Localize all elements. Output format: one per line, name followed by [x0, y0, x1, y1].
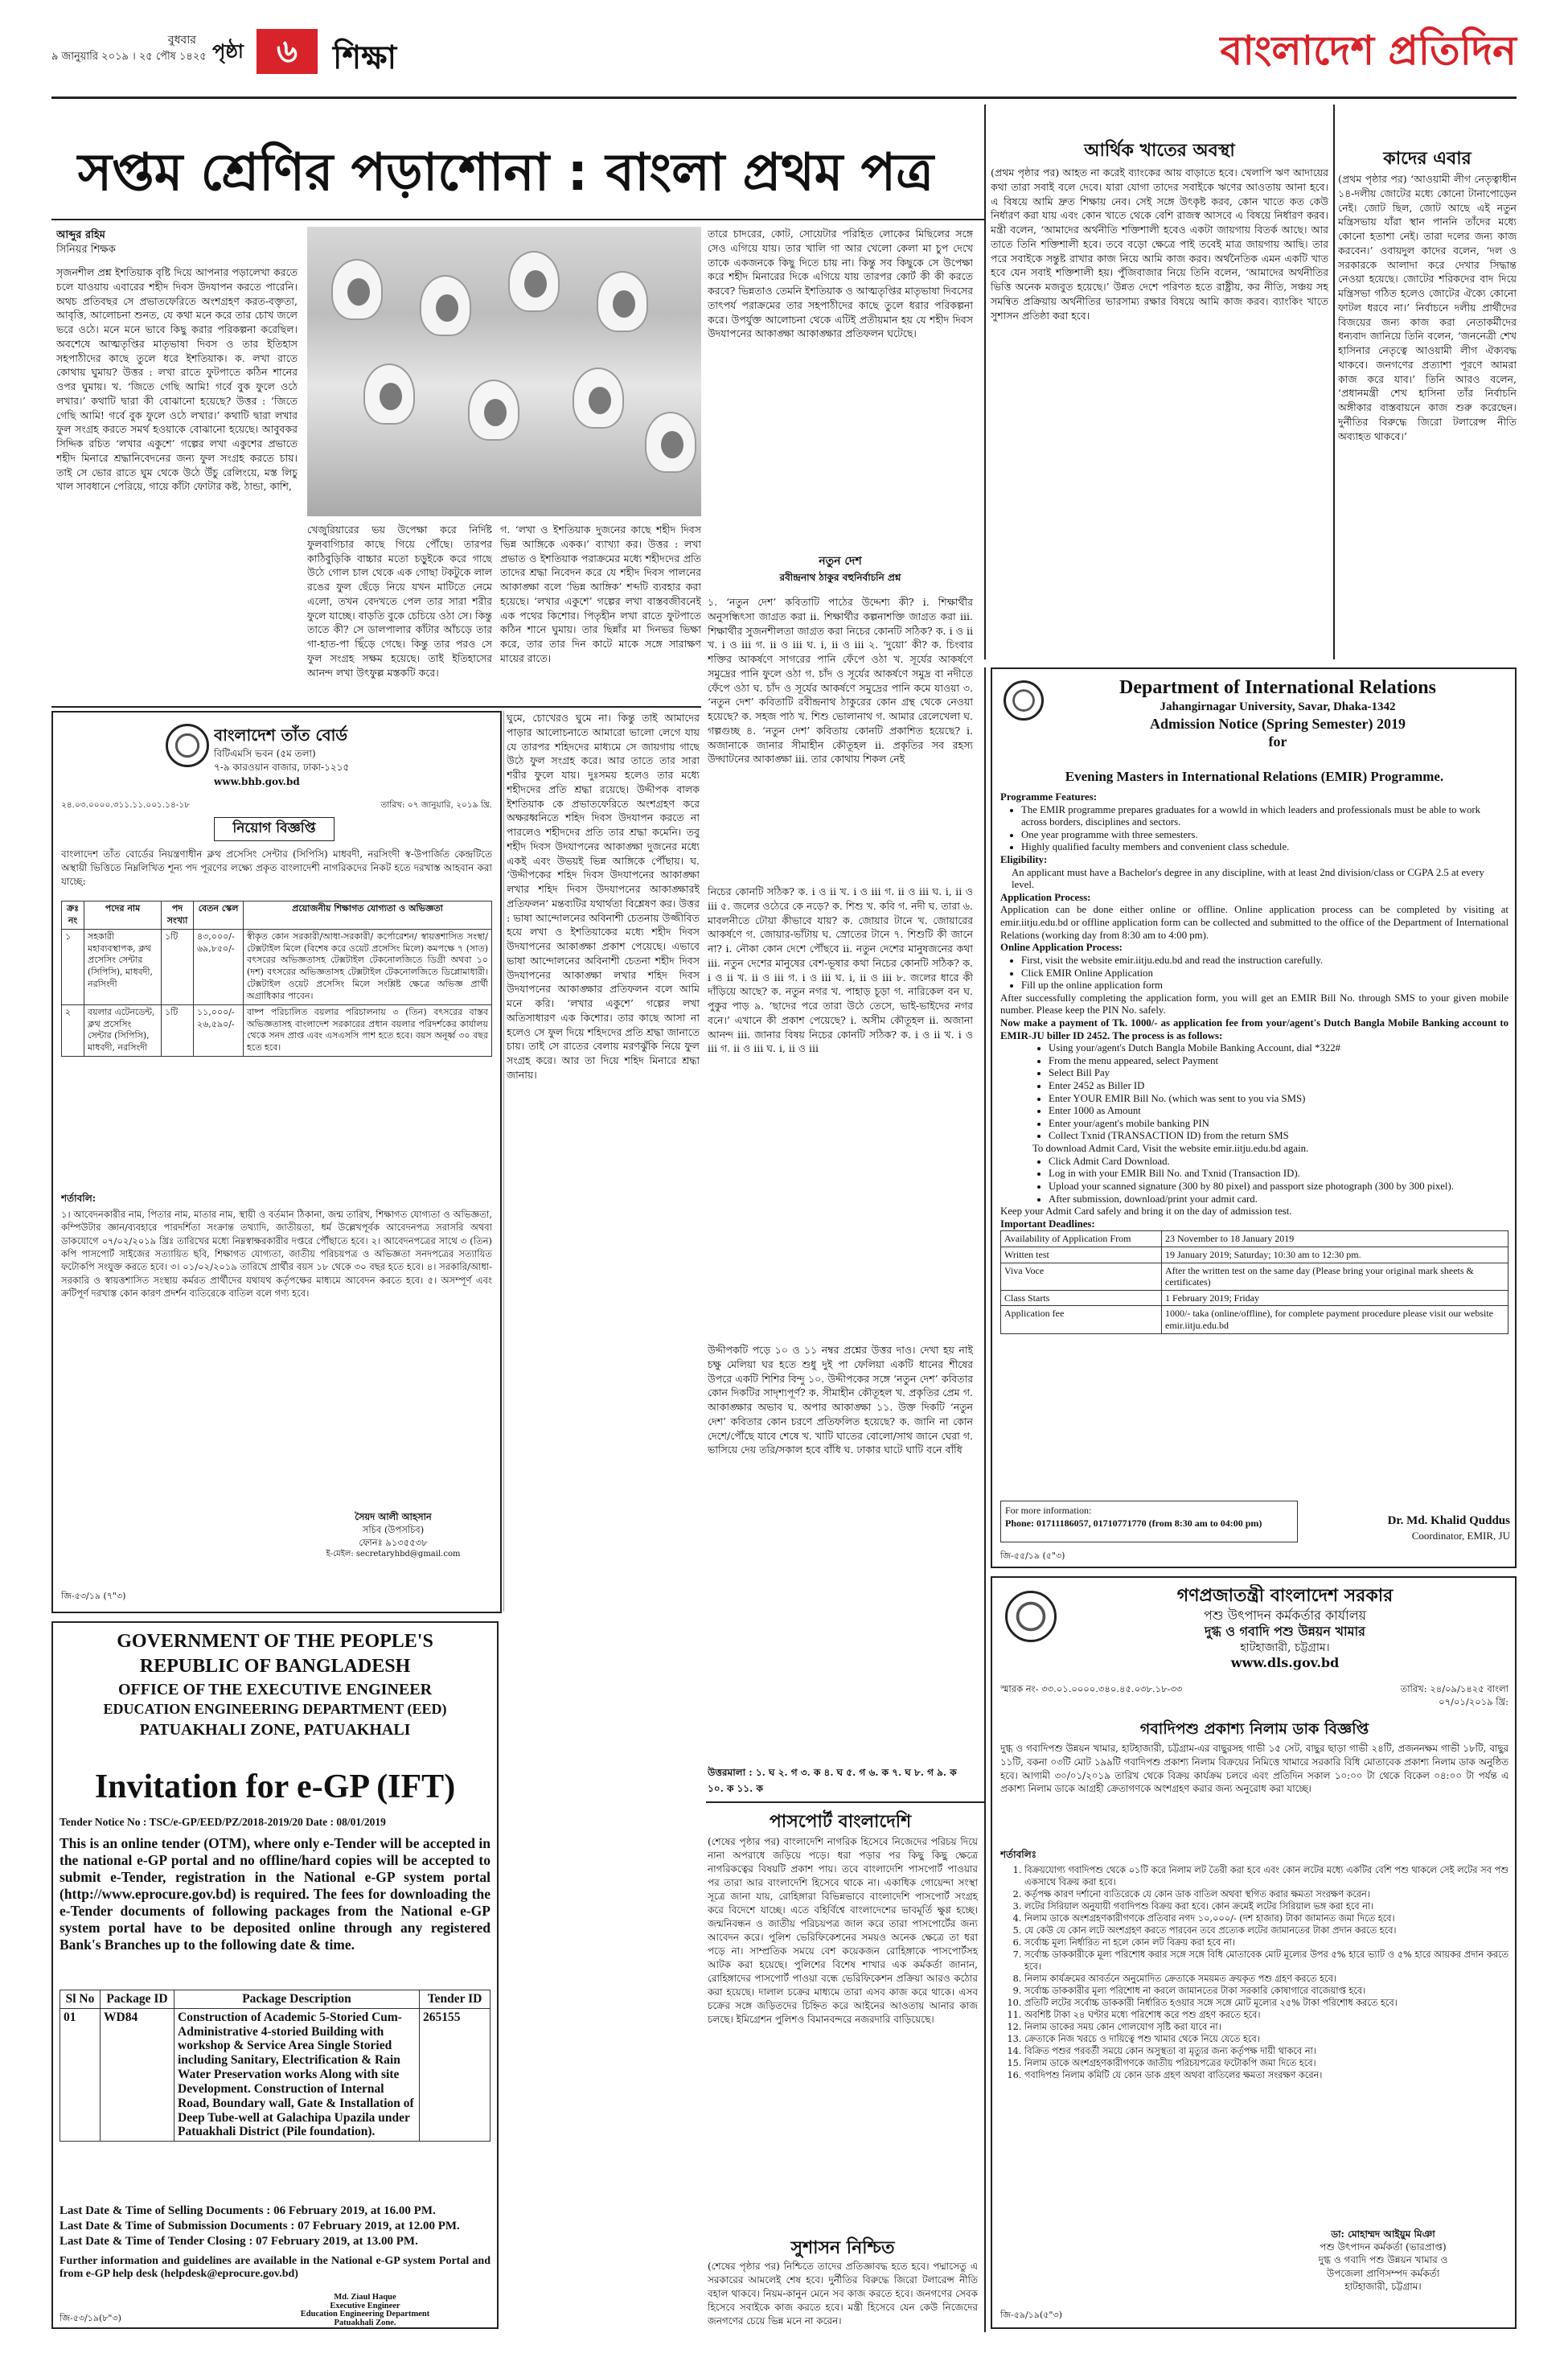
weekday: বুধবার: [167, 34, 196, 47]
list-item: 10. প্রতিটি লটের সর্বোচ্চ ডাককারী নির্ধারিত হওয়ার সঙ্গে সঙ্গে মোট মূল্যের ২৫% টাকা পরিশোধ করতে হবে।: [1024, 1997, 1508, 2009]
ju-programme: Evening Masters in International Relations (EMIR) Programme.: [1065, 769, 1444, 784]
byline: [56, 228, 209, 261]
table-cell: ১টি: [162, 1004, 194, 1056]
govt-logo: [1005, 1591, 1057, 1642]
dairy-line1: গণপ্রজাতন্ত্রী বাংলাদেশ সরকার: [1176, 1585, 1394, 1606]
ju-signer: Dr. Md. Khalid Quddus: [1387, 1514, 1510, 1527]
payment-steps: [1049, 1042, 1508, 1143]
online-title: Online Application Process:: [1000, 942, 1123, 954]
table-row: [1001, 1290, 1508, 1306]
taat-terms: ১। আবেদনকারীর নাম, পিতার নাম, মাতার নাম, স্থায়ী ও বর্তমান ঠিকানা, জন্ম তারিখ, শিক্ষাগত যোগ্যতা ও অভিজ্ঞতা, কম্পিউটার জ্ঞান/ব্যবহারে পারদর্শিতা সংক্রান্ত তথ্যাদি, জাতীয়তা, ধর্ম উল্লেখপূর্বক আবেদনপত্র সরাসরি অথবা ডাকযোগে ০৭/০২/২০১৯ খ্রিঃ তারিখের মধ্যে নিম্নস্বাক্ষরকারীর দপ্তরে পৌঁছাতে হবে। ২। আবেদনপত্রের সাথে ৩ (তিন) কপি পাসপোর্ট সাইজের সত্যায়িত ছবি, শিক্ষাগত যোগ্যতা, জাতীয় পরিচয়পত্র ও অভিজ্ঞতা সনদপত্রের সত্যায়িত ফটোকপি সংযুক্ত করতে হবে। ৩। ০১/০২/২০১৯ তারিখে প্রার্থীর বয়স ১৮ থেকে ৩০ বছর হতে হবে। ৪। সরকারি/আধা-সরকারি ও স্বায়ত্তশাসিত সংস্থায় কর্মরত প্রার্থীদের যথাযথ কর্তৃপক্ষের মাধ্যমে আবেদন করতে হবে। ৫। অসম্পূর্ণ এবং ক্রটিপূর্ণ দরখাস্ত কোন কারণ প্রদর্শন ব্যতিরেকে বাতিল বলে গণ্য হবে।: [61, 1209, 492, 1299]
list-item: • Enter your/agent's mobile banking PIN: [1049, 1118, 1508, 1131]
economy-body: (প্রথম পৃষ্ঠার পর) আহত না করেই ব্যাংকের আয় বাড়াতে হবে। খেলাপি ঋণ আদায়ের কথা তারা সবাই বলে দেবে। যারা যোগা তাদের সবাইকে ঋণের আওতায় আনা হবে। এ বিষয়ে আমি দ্রুত শিক্ষায় নেব। সেই সঙ্গে উৎকৃষ্ট করব, কোন খাতে কত কেউ নির্ধারণ করা যায় এবং কোন খাতে থেকে বেশি রাজস্ব আসবে এ বিষয়ে নির্ধারণ করব। মন্ত্রী বলেন, ‘আমাদের অর্থনীতি শক্তিশালী হবেও একটা জায়গায় বিতর্ক আছে। আর তাতে তিনি শক্তিশালী হবে। তবে বড়ো ক্ষেত্রে পাই তবেই মাত্র জায়গায় আছি। তার পরে সবাইকে সন্তুষ্ট রাখার কাজ নিয়ে আমি কাজ করব। অর্থনৈতিক এমন একটি খাত হবে যেন সবাই শক্তিশালী হয়। পুঁজিবাজার নিয়ে তিনি বলেন, ‘আমাদের অর্থনীতির ভিত্তি অনেক মজবুত হয়েছে।’ উন্নত দেশে পরিণত হতে রাষ্ট্রীয়, কর নীতি, সঞ্চয় সহ সমন্বিত প্রক্রিয়ায় অর্থনীতির ভারসাম্য রক্ষার বিষয়ে আমি কাজ করব। ব্যাংকিং খাতে সুশাসন প্রতিষ্ঠা করা হবে।: [991, 166, 1328, 322]
dairy-role4: হাটহাজারী, চট্টগ্রাম।: [1344, 2280, 1422, 2292]
taat-signer: সৈয়দ আলী আহসান: [355, 1511, 432, 1522]
taat-ref-line: [61, 799, 492, 815]
ju-header: [1049, 676, 1507, 772]
header-rule: [51, 97, 1517, 99]
table-header: বেতন স্কেল: [194, 902, 244, 930]
eed-line2: REPUBLIC OF BANGLADESH: [139, 1656, 411, 1678]
list-item: • Enter 1000 as Amount: [1049, 1105, 1508, 1118]
poem-heading-block: [708, 552, 973, 600]
list-item: 4. নিলাম ডাকে অংশগ্রহণকারীগণকে প্রতিবার নগদ ১০,০০০/- (দশ হাজার) টাকা জামানত জমা দিতে হবে।: [1024, 1912, 1508, 1924]
poem-subheading: রবীন্দ্রনাথ ঠাকুর বহুনির্বাচনি প্রশ্ন: [779, 572, 901, 583]
eed-title: Invitation for e-GP (IFT): [94, 1768, 456, 1805]
table-header: পদ সংখ্যা: [162, 902, 194, 930]
eligibility-title: Eligibility:: [1000, 854, 1048, 866]
table-cell: ২: [62, 1004, 84, 1056]
page-box: [212, 29, 413, 74]
list-item: • From the menu appeared, select Payment: [1049, 1055, 1508, 1068]
ju-univ: Jahangirnagar University, Savar, Dhaka-1342: [1160, 700, 1396, 713]
section-title: শিক্ষা: [333, 39, 397, 76]
eed-line1: GOVERNMENT OF THE PEOPLE'S: [117, 1631, 433, 1652]
poem-heading: নতুন দেশ: [819, 555, 862, 568]
table-row: [1001, 1247, 1508, 1263]
table-cell: WD84: [101, 2008, 174, 2141]
eed-signer: Md. Ziaul Haque: [334, 2294, 396, 2302]
list-item: • Enter 2452 as Biller ID: [1049, 1080, 1508, 1093]
classroom-photo: [307, 227, 701, 516]
taat-title: নিয়োগ বিজ্ঞপ্তি: [214, 817, 335, 841]
eed-line3: OFFICE OF THE EXECUTIVE ENGINEER: [117, 1681, 433, 1699]
table-cell: Availability of Application From: [1001, 1231, 1162, 1247]
table-cell: Construction of Academic 5-Storied Cum-Administrative 4-storied Building with workshop & Service Area Single Storied including Sanitary, Electrification & Rain Water Preservation works Along with site Development. Construction of Internal Road, Boundary wall, Gate & Installation of Deep Tube-well at Galachipa Upazila under Patuakhali District (Pile foundation).: [174, 2008, 420, 2141]
section-rule: [706, 1801, 984, 1803]
header-date: [51, 32, 207, 65]
eed-tender-ad: [51, 1621, 499, 2329]
ju-logo: [1004, 680, 1044, 721]
taat-terms-title: শর্তাবলি:: [61, 1193, 96, 1204]
table-row: [1001, 1306, 1508, 1333]
taat-board-ad: [51, 711, 502, 1613]
date-line: ৯ জানুয়ারি ২০১৯ । ২৫ পৌষ ১৪২৫: [51, 51, 207, 63]
table-cell: Viva Voce: [1001, 1263, 1162, 1290]
list-item: 2. কর্তৃপক্ষ কারণ দর্শানো ব্যতিরেকে যে কোন ডাক বাতিল অথবা স্থগিত করার ক্ষমতা সংরক্ষণ করেন।: [1024, 1888, 1508, 1900]
lesson-column-5: ঘুমে, চোখেরও ঘুমে না। কিন্তু তাই আমাদের পাড়ার আলোচনাতে আমারো ভালো লেগে যায় যে তারপর শহিদদের মাধ্যমে সে জায়গায় গাছে উঠে ফুল সংগ্রহ করে। আর তাতে তার সারা শরীর ফুলে যায়। দুঃসময় হলেও তার মধ্যে শহীদদের প্রতি শ্রদ্ধা রয়েছে। উদ্দীপক বালক ইশতিয়াক কে প্রভাতফেরিতে অংশগ্রহণ করে অক্ষরধ্বনিতে শহিদ দিবস উদযাপন করতে না পারলেও শহীদদের প্রতি তার শ্রদ্ধা কমেনি। তবু শহীদ দিবস উদযাপনের আকাঙ্ক্ষা দুজনের মধ্যে একই এবং উভয়ই ভিন্ন আঙ্গিকে পৌঁছায়। ঘ. ‘উদ্দীপকের শহিদ দিবস উদযাপনের আকাঙ্ক্ষা লখার শহিদ দিবস উদযাপনের আকাঙ্ক্ষারই প্রতিফলন’ মন্তব্যটির যথার্থতা বিশ্লেষণ কর। উত্তর : ভাষা আন্দোলনের অবিনাশী চেতনায় উজ্জীবিত হয়ে লখা ও ইশতিয়াকের মধ্যে শহীদ দিবস উদযাপনের আকাঙ্ক্ষা প্রকাশ পেয়েছে। এভাবে ভাষা আন্দোলনের অবিনাশী চেতনা শহীদ দিবস উদযাপনের আকাঙ্ক্ষা লখার শহিদ দিবস উদযাপনের আকাঙ্ক্ষার প্রতিফলন বলে আমি মনে করি। ‘লখার একুশে’ গল্পের লখা অতিসাধারণ এক কিশোর। তার কাছে আসা না হলেও সে ফুল দিয়ে শহিদদের প্রতি শ্রদ্ধা জানাতে চায়। তাই সে রাতের বেলায় মরণঝুঁকি নিয়ে ফুল সংগ্রহ করে। আর তা দিয়ে শহিদ মিনারে শ্রদ্ধা জানায়।: [507, 712, 700, 1081]
lesson-column-4: তারে চাদরের, কোট, সোয়েটার পরিহিত লোকের মিছিলের সঙ্গে সেও এগিয়ে যায়। তার খালি গা আর খেলো কেলা মা চুপ দেখে তাকে একজনকে কিছু দিতে চায় না। কিন্তু সব কিছুকে সে উপেক্ষা করে শহীদ মিনারের দিকে এগিয়ে যায় তারপর কোর্ট কী কী করতে করবে? ভিন্নতাও তেমনি ইশতিয়াক ও আত্মতৃপ্তির মাতৃভাষা দিবসের তাৎপর্য পরাক্রমের তার সহপাঠীদের কাছে তুলে ধরার পরিকল্পনা করে। উপর্যুক্ত আলোচনা থেকে এটিই প্রতীয়মান হয় যে শহীদ দিবস উদযাপনের আকাঙ্ক্ষা আকাঙ্ক্ষার প্রতিফলন ঘটেছে।: [708, 228, 973, 340]
application-text: Application can be done either online or offline. Online application process can be completed by visiting at emir.iitju.edu.bd or offline application form can be collected and submitted to the office of the Department of International Relations (working day from 8:30 am to 4:00 pm).: [1000, 904, 1508, 941]
list-item: • After submission, download/print your admit card.: [1049, 1193, 1508, 1206]
student-figure: [363, 363, 415, 425]
passport-title: পাসপোর্ট বাংলাদেশি: [769, 1812, 912, 1832]
page-header: [51, 21, 1517, 93]
eed-code: জি-৫৩/১৯(৮"৩): [60, 2313, 121, 2323]
list-item: 11. অবশিষ্ট টাকা ২৪ ঘণ্টার মধ্যে পরিশোধ করে পশু গ্রহণ করতে হবে।: [1024, 2009, 1508, 2021]
author-role: সিনিয়র শিক্ষক: [56, 244, 116, 257]
taat-org: বাংলাদেশ তাঁত বোর্ড: [214, 725, 348, 745]
eed-date-selling: Last Date & Time of Selling Documents : 06 February 2019, at 16.00 PM.: [60, 2204, 436, 2217]
table-header-row: [60, 1990, 491, 2009]
passport-title-box: [708, 1808, 973, 1832]
student-figure: [468, 380, 519, 441]
mcq-block-2: নিচের কোনটি সঠিক? ক. i ও ii খ. i ও iii গ. ii ও iii ঘ. i, ii ও iii ৫. জলের ওঠেরে কে নড়ে? ক. শিশু খ. কবি গ. নদী ঘ. তারা ৬. মাবলনীতে ঢৌয়া কীভাবে যায়? ক. জোয়ার টানে খ. জোয়ারের আকর্ষণে গ. জোয়ার-ভাঁটায় ঘ. স্রোতের টানে ৭. শিশুটি কী জানে না? i. নৌকা কোন দেশে পৌঁছবে ii. নতুন দেশের মানুষজনের কথা iii. নতুন দেশের মানুষের বেশ-ভূষার কথা নিচের কোনটি সঠিক? ক. i ও ii খ. ii ও iii গ. i ও iii ঘ. i, ii ও iii ৮. জলের ধারে কী দাঁড়িয়ে আছে? ক. নতুন নগর খ. পাহাড় চূড়া গ. নারিকেল বন ঘ. পুকুর পাড় ৯. ‘ছাদের পরে তারা উঠে তেসে, ভাই-ভাইদের নগর বনে।’ এখানে কী প্রকাশ পেয়েছে? i. অসীম কৌতূহল ii. অজানা আনন্দ iii. জানার বিষয় নিচের কোনটি সঠিক? ক. i ও ii খ. i ও iii গ. ii ও iii ঘ. i, ii ও iii: [708, 885, 973, 1055]
eed-notice: Tender Notice No : TSC/e-GP/EED/PZ/2018-2019/20 Date : 08/01/2019: [60, 1816, 386, 1828]
eed-date-submission: Last Date & Time of Submission Documents : 07 February 2019, at 12.00 PM.: [60, 2219, 460, 2232]
student-figure: [573, 368, 624, 429]
dairy-role3: উপজেলা প্রাণিসম্পদ কর্মকর্তা: [1326, 2267, 1440, 2279]
taat-signer-mail: ই-মেইল: secretaryhbd@gmail.com: [326, 1550, 461, 1559]
dairy-title: গবাদিপশু প্রকাশ্য নিলাম ডাক বিজ্ঞপ্তি: [1139, 1720, 1369, 1738]
after-text: After successfully completing the application form, you will get an EMIR Bill No. through SMS to your given mobile number. Please keep the PIN No. safely.: [1000, 992, 1508, 1017]
economy-title-box: [991, 137, 1328, 162]
table-row: [1001, 1231, 1508, 1247]
ju-body: [1000, 791, 1508, 1370]
student-figure: [597, 271, 648, 332]
eed-line5: PATUAKHALI ZONE, PATUAKHALI: [139, 1720, 411, 1739]
student-figure: [508, 251, 560, 312]
table-row: [1001, 1263, 1508, 1290]
table-row: [62, 929, 492, 1004]
kader-title-box: [1338, 145, 1517, 170]
eed-table: [60, 1990, 491, 2142]
table-cell: 1000/- taka (online/offline), for complete payment procedure please visit our website emir.iitju.edu.bd: [1162, 1306, 1508, 1333]
list-item: • Log in with your EMIR Bill No. and Txnid (Transaction ID).: [1049, 1168, 1508, 1181]
eed-role1: Executive Engineer: [330, 2301, 400, 2310]
kader-body: (প্রথম পৃষ্ঠার পর) ‘আওয়ামী লীগ নেতৃত্বাধীন ১৪-দলীয় জোটের মধ্যে কোনো টানাপোড়েন নেই। জোট ছিল, জোট আছে এই নতুন মন্ত্রিসভায় যাঁরা স্থান পাননি তাঁদের মধ্যে কোনো হতাশা নেই। তারা দলের জন্য কাজ করবেন।’ ওবায়দুল কাদের বলেন, ‘দল ও সরকারকে আলাদা করে দেখার সিদ্ধান্ত নেওয়া হয়েছে। জোটের শরিকদের বাদ দিয়ে মন্ত্রিসভা গঠিত হলেও জোটের ঐক্যে কোনো ফাটল ধরবে না।’ নির্বাচনে দলীয় প্রার্থীদের বিজয়ের জন্য কাজ করা নেতাকর্মীদের ধন্যবাদ জানিয়ে তিনি বলেন, ‘জননেত্রী শেখ হাসিনার নেতৃত্বে আওয়ামী লীগ ঐক্যবদ্ধ থাকবে। জনগণের প্রত্যাশা পূরণে আমরা কাজ করে যাব।’ তিনি আরও বলেন, ‘প্রধানমন্ত্রী শেখ হাসিনা তাঁর নির্বাচনি অঙ্গীকার বাস্তবায়নে কাজ শুরু করেছেন। দুর্নীতির বিরুদ্ধে জিরো টলারেন্স নীতি অব্যাহত থাকবে।’: [1338, 173, 1517, 442]
dairy-ref-line: [1000, 1682, 1508, 1715]
dairy-line2: পশু উৎপাদন কর্মকর্তার কার্যালয়: [1203, 1607, 1367, 1623]
taat-signature: [294, 1510, 492, 1583]
list-item: • Enter YOUR EMIR Bill No. (which was sent to you via SMS): [1049, 1093, 1508, 1106]
table-cell: 265155: [420, 2008, 491, 2141]
dairy-date-en: ০৭/০১/২০১৯ খ্রি:: [1439, 1696, 1508, 1708]
list-item: 1. বিক্রয়যোগ্য গবাদিপশু থেকে ০১টি করে নিলাম লট তৈরী করা হবে এবং কোন লটের মধ্যে একটির বেশি পশু থাকলে সেই লটের সব পশু একসাথে বিক্রয় করা হবে।: [1024, 1864, 1508, 1888]
page-number: ৬: [257, 29, 318, 74]
table-header: ক্রঃ নং: [62, 902, 84, 930]
table-header: পদের নাম: [84, 902, 162, 930]
table-row: [60, 2008, 491, 2141]
ju-contact-box: [1000, 1501, 1298, 1542]
lesson-bottom-rule: [51, 706, 701, 708]
ju-dept: Department of International Relations: [1119, 677, 1436, 698]
taat-signer-role: সচিব (উপসচিব): [362, 1524, 425, 1536]
masthead-logo: বাংলাদেশ প্রতিদিন: [1220, 27, 1517, 74]
table-cell: Application fee: [1001, 1306, 1162, 1333]
susashon-title-box: [708, 2234, 978, 2258]
taat-address2: ৭-৯ কারওয়ান বাজার, ঢাকা-১২১৫: [214, 762, 350, 774]
table-cell: Written test: [1001, 1247, 1162, 1263]
table-cell: বয়লার এটেনডেন্ট, ক্লথ প্রসেসিং সেন্টার (সিপিসি), মাধবদী, নরসিংদী: [84, 1004, 162, 1056]
eed-line4: EDUCATION ENGINEERING DEPARTMENT (EED): [103, 1701, 447, 1718]
list-item: • Fill up the online application form: [1021, 980, 1508, 992]
list-item: • Using your/agent's Dutch Bangla Mobile Banking Account, dial *322#: [1049, 1042, 1508, 1055]
lesson-rule: [51, 219, 984, 220]
taat-ref-date: তারিখ: ০৭ জানুয়ারি, ২০১৯ খ্রি.: [380, 800, 492, 810]
list-item: • Upload your scanned signature (300 by 80 pixel) and passport size photograph (300 by 300 pixel).: [1049, 1181, 1508, 1193]
list-item: 16. গবাদিপশু নিলাম কমিটি যে কোন ডাক গ্রহণ অথবা বাতিলের ক্ষমতা সংরক্ষণ করেন।: [1024, 2069, 1508, 2081]
lesson-title-area: [51, 129, 960, 217]
dairy-signature: [1258, 2228, 1508, 2308]
ju-emir-ad: [991, 667, 1517, 1568]
list-item: • One year programme with three semesters.: [1021, 829, 1508, 842]
table-cell: 23 November to 18 January 2019: [1162, 1231, 1508, 1247]
ju-for: for: [1268, 733, 1287, 750]
online-steps: [1021, 955, 1508, 992]
taat-table-wrap: [61, 901, 492, 1187]
table-cell: Class Starts: [1001, 1290, 1162, 1306]
dairy-dates: [1401, 1682, 1508, 1708]
taat-header: [214, 724, 487, 796]
taat-board-logo: [166, 724, 209, 767]
passport-body: (শেষের পৃষ্ঠার পর) বাংলাদেশি নাগরিক হিসেবে নিজেদের পরিচয় দিয়ে নানা অপরাধে জড়িয়ে পড়ে। ধরা পড়ার পর কিছু কিছু ক্ষেত্রে নাগরিকত্বের বিষয়টি প্রকাশ পায়। তবে বাংলাদেশি পাসপোর্ট পাওয়ার পর তারা আর বাংলাদেশি হিসেবে থাকে না। একাধিক গোয়েন্দা সংস্থা সূত্রে জানা যায়, রোহিঙ্গারা বিভিন্নভাবে বাংলাদেশি পাসপোর্ট সংগ্রহ করে বিদেশে যাচ্ছে। এতে বহির্বিশ্বে বাংলাদেশের ভাবমূর্তি ক্ষুণ্ণ হচ্ছে। জন্মনিবন্ধন ও জাতীয় পরিচয়পত্র জাল করে তারা পাসপোর্টের জন্য আবেদন করে। পুলিশ ভেরিফিকেশনের সময়ও অনেক ক্ষেত্রে তা ধরা পড়ে না। সাম্প্রতিক সময়ে বেশ কয়েকজন রোহিঙ্গাকে পাসপোর্টসহ আটক করা হয়েছে। পুলিশের বিশেষ শাখার এক কর্মকর্তা জানান, রোহিঙ্গাদের পাসপোর্ট পাওয়া বন্ধে ভেরিফিকেশন প্রক্রিয়া আরও কঠোর করা হয়েছে। দালাল চক্রের মাধ্যমে তারা এসব কাজ করে থাকে। এসব চক্রের সঙ্গে জড়িতদের চিহ্নিত করে আইনের আওতায় আনার কাজ চলছে। ইমিগ্রেশন পুলিশও বিমানবন্দরে নজরদারি বাড়িয়েছে।: [708, 1836, 978, 2026]
table-cell: ১১,০০০/- ২৬,৫৯০/-: [194, 1004, 244, 1056]
list-item: • Collect Txnid (TRANSACTION ID) from the return SMS: [1049, 1130, 1508, 1143]
dairy-role2: দুগ্ধ ও গবাদি পশু উন্নয়ন খামার ও: [1318, 2254, 1448, 2266]
dairy-date-bn: তারিখ: ২৪/০৯/১৪২৫ বাংলা: [1400, 1683, 1508, 1694]
eed-further: Further information and guidelines are available in the National e-GP system Portal and from e-GP help desk (helpdesk@eprocure.gov.bd): [60, 2255, 491, 2281]
list-item: 13. ক্রেতাকে নিজ খরচে ও দায়িত্বে পশু খামার থেকে নিয়ে যেতে হবে।: [1024, 2033, 1508, 2045]
student-figure: [420, 275, 471, 336]
table-header-row: [62, 902, 492, 930]
eligibility-text: An applicant must have a Bachelor's degree in any discipline, with at least 2nd division/class or CGPA 2.5 at every level.: [1012, 866, 1484, 891]
table-cell: ৪৩,০০০/- ৬৯,৮৫০/-: [194, 929, 244, 1004]
table-cell: ১টি: [162, 929, 194, 1004]
dairy-web: www.dls.gov.bd: [1230, 1655, 1340, 1671]
features-title: Programme Features:: [1000, 791, 1097, 803]
column-divider: [984, 105, 986, 659]
stimulus-block: উদ্দীপকটি পড়ে ১০ ও ১১ নম্বর প্রশ্নের উত্তর দাও। দেখা হয় নাই চক্ষু মেলিয়া ঘর হতে শুধু দুই পা ফেলিয়া একটি ধানের শীষের উপরে একটি শিশির বিন্দু ১০. উদ্দীপকের সঙ্গে ‘নতুন দেশ’ কবিতার কোন দিকটির সাদৃশ্যপূর্ণ? ক. সীমাহীন কৌতূহল খ. প্রকৃতির প্রেম গ. আকাঙ্ক্ষার অভাব ঘ. অপার আকাঙ্ক্ষা ১১. উক্ত দিকটি ‘নতুন দেশ’ কবিতার কোন চরণে প্রতিফলিত হয়েছে? ক. জানি না কোন দেশে/পৌঁছে যাবে শেষে খ. খাটি ঘাতের বোলো/সাথ জানে ঘেরা গ. ভাসিয়ে দেয় তরি/সকাল হবে বাঁধি ঘ. ঢাকার ঘাটে ঘাটি বনে বাঁধি: [708, 1344, 973, 1456]
ju-signer-role: Coordinator, EMIR, JU: [1411, 1529, 1510, 1542]
deadlines-table: [1000, 1230, 1508, 1333]
table-header: Tender ID: [420, 1990, 491, 2009]
features-list: [1021, 804, 1508, 854]
taat-code: জি-৫৩/১৯ (৭"৩): [61, 1591, 126, 1601]
list-item: • The EMIR programme prepares graduates for a wowld in which leaders and professionals must be able to work across borders, disciplines and sectors.: [1021, 804, 1508, 829]
lesson-column-1: সৃজনশীল প্রশ্ন ইশতিয়াক বৃষ্টি দিয়ে আপনার পড়ালেখা করতে চলে যাওয়ায় এবারের শহীদ দিবস উদযাপন করতে পারেনি। অথচ প্রতিবছর সে প্রভাতফেরিতে অংশগ্রহণ করত-বক্তৃতা, আবৃত্তি, আলোচনা শুনত, যে কথা মনে করে তার চোখ জলে ভরে ওঠে। মনে মনে ভাবে কিছু করার পরিকল্পনা করেছিল। অবশেষে আত্মতৃপ্তির মাতৃভাষা দিবস ও তার ইতিহাস সহপাঠীদের কাছে তুলে ধরে ইশতিয়াক। ক. লখা রাতে কোথায় ঘুমায়? উত্তর : লখা রাতে ফুটপাতে কঠিন শানের ওপর ঘুমায়। খ. ‘জিতে গেছি আমি! গর্বে বুক ফুলে ওঠে লখার।’ কথাটি দ্বারা কী বোঝানো হয়েছে? উত্তর : ‘জিতে গেছি আমি! গর্বে বুক ফুলে ওঠে লখার।’ কথাটি দ্বারা লখার ফুল সংগ্রহ করতে সমর্থ হওয়াকে বোঝানো হয়েছে। আবুবকর সিদ্দিক রচিত ‘লখার একুশে’ গল্পের লখা একুশের প্রভাতে শহীদ মিনারে শ্রদ্ধানিবেদনের জন্য ফুল সংগ্রহ করতে চায়। তাই সে ভোর রাতে ঘুম থেকে উঠে উঁচু রেলিংয়ে, মস্ত লিচু খাল সাবধানে পেরিয়ে, গায়ে কাঁটা ফোটার কষ্ট, ঠান্ডা, কাশি,: [56, 266, 298, 493]
table-cell: সহকারী মহাব্যবস্থাপক, ক্লথ প্রসেসিং সেন্টার (সিপিসি), মাধবদী, নরসিংদী: [84, 929, 162, 1004]
dairy-code: জি-৫৯/১৯(৫"৩): [1000, 2310, 1062, 2320]
eed-header: [60, 1629, 491, 1766]
eed-dates: [60, 2204, 491, 2252]
eed-body: This is an online tender (OTM), where only e-Tender will be accepted in the national e-GP portal and no offline/hard copies will be accepted to submit e-Tender, registration in the National e-GP system portal (http://www.eprocure.gov.bd) is required. The fees for downloading the e-Tender documents of following packages from the National e-GP system portal have to be deposited online through any registered Bank's Branches up to the following date & time.: [60, 1835, 491, 1953]
admit-steps: [1049, 1156, 1508, 1205]
table-header: Package ID: [101, 1990, 174, 2009]
table-row: [62, 1004, 492, 1056]
dairy-line4: হাটহাজারী, চট্টগ্রাম।: [1240, 1641, 1330, 1655]
list-item: 12. নিলাম ডাকের সময় কোন গোলযোগ সৃষ্টি করা যাবে না।: [1024, 2021, 1508, 2033]
author-name: আব্দুর রহিম: [56, 229, 105, 241]
student-figure: [331, 259, 383, 320]
eed-table-wrap: [60, 1990, 491, 2200]
economy-title: আর্থিক খাতের অবস্থা: [1084, 141, 1235, 161]
taat-address1: বিটিএমসি ভবন (৫ম তলা): [214, 748, 316, 759]
list-item: • Select Bill Pay: [1049, 1067, 1508, 1080]
dairy-terms-title: শর্তাবলিঃ: [1000, 1849, 1037, 1860]
list-item: 7. সর্বোচ্চ ডাককারীকে মূল্য পরিশোধ করার সঙ্গে সঙ্গে বিধি মোতাবেক মোট মূল্যের উপর ৫% হারে ভ্যাট ও ৫% হারে আয়কর প্রদান করতে হবে।: [1024, 1949, 1508, 1973]
dairy-header: [1065, 1584, 1505, 1679]
taat-table: [61, 901, 492, 1057]
eed-role2: Education Engineering Department: [300, 2310, 430, 2319]
list-item: • First, visit the website emir.iitju.edu.bd and read the instruction carefully.: [1021, 955, 1508, 967]
table-header: Sl No: [60, 1990, 101, 2009]
list-item: • Click Admit Card Download.: [1049, 1156, 1508, 1169]
dairy-signer: ডা: মোহাম্মদ আইয়ুম মিঞা: [1331, 2228, 1435, 2240]
list-item: • Click EMIR Online Application: [1021, 967, 1508, 980]
eed-role3: Patuakhali Zone.: [334, 2318, 396, 2327]
table-header: প্রয়োজনীয় শিক্ষাগত যোগ্যতা ও অভিজ্ঞতা: [244, 902, 492, 930]
student-figure: [645, 412, 696, 473]
list-item: 9. সর্বোচ্চ ডাককারীর মূল্য পরিশোধ না করলে জামানতের টাকা সরকারি কোষাগারে বাজেয়াপ্ত হবে।: [1024, 1985, 1508, 1997]
dairy-auction-ad: [991, 1576, 1517, 2329]
susashon-title: সুশাসন নিশ্চিত: [790, 2238, 895, 2258]
kader-title: কাদের এবার: [1383, 149, 1472, 169]
dairy-role1: পশু উৎপাদন কর্মকর্তা (ভারপ্রাপ্ত): [1320, 2241, 1447, 2253]
column-divider: [503, 711, 504, 1612]
list-item: 6. সর্বোচ্চ মূল্য নির্ধারিত না হলে কোন লট বিক্রয় করা হবে না।: [1024, 1937, 1508, 1949]
ju-code: জি-৫৫/১৯ (৫"৩): [1000, 1550, 1065, 1561]
table-cell: ১: [62, 929, 84, 1004]
taat-intro: বাংলাদেশ তাঁত বোর্ডের নিয়ন্ত্রণাধীন ক্লথ প্রসেসিং সেন্টার (সিপিসি) মাধবদী, নরসিংদী স্ব-উপার্জিত কেন্দ্রটিতে অস্থায়ী ভিত্তিতে নিম্নলিখিত শূন্য পদ পূরণের লক্ষ্যে প্রকৃত বাংলাদেশী নাগরিকদের নিকট হতে দরখাস্ত আহবান করা যাচ্ছে:: [61, 848, 492, 888]
lesson-title: সপ্তম শ্রেণির পড়াশোনা : বাংলা প্রথম পত্র: [77, 143, 934, 203]
ju-admission: Admission Notice (Spring Semester) 2019: [1150, 715, 1406, 732]
application-title: Application Process:: [1000, 891, 1091, 903]
mcq-block-1: ১. ‘নতুন দেশ’ কবিতাটি পাঠের উদ্দেশ্য কী? i. শিক্ষার্থীর অনুসন্ধিৎসা জাগ্রত করা ii. শিক্ষার্থীর কল্পনাশক্তি জাগ্রত করা iii. শিক্ষার্থীর সুজনশীলতা জাগ্রত করা নিচের কোনটি সঠিক? ক. i ও ii খ. i ও iii গ. ii ও iii ঘ. i, ii ও iii ২. ‘দুয়ো’ কী? ক. চিংবার শক্তির আকর্ষণে সাগরের পানি ফেঁপে ওঠা খ. সূর্যের আকর্ষণে সমুদ্রের পানি ফুলে ওঠা গ. চাঁদ ও সূর্যের আকর্ষণে সমুদ্র বা নদীতে ফেঁপে ওঠা ঘ. চাঁদ ও সূর্যের আকর্ষণে সমুদ্রের পানি কমে যাওয়া ৩. ‘নতুন দেশ’ কবিতাটি রবীন্দ্রনাথ ঠাকুরের কোন গ্রন্থ থেকে নেওয়া হয়েছে? ক. সহজ পাঠ খ. শিশু ভোলানাথ গ. আমার রেলেখেলা ঘ. গল্পগুচ্ছ ৪. ‘নতুন দেশ’ কবিতায় কোনটি প্রকাশিত হয়েছে? i. অজানাকে জানার সীমাহীন কৌতূহল ii. প্রকৃতির সব রহস্য উদ্ঘাটনের আকাঙ্ক্ষা iii. তার কোথায় শিকল নেই: [708, 596, 973, 766]
column-divider: [1333, 105, 1335, 659]
list-item: 14. বিক্রিত পশুর পরবর্তী সময়ে কোন অসুস্থতা বা মৃত্যুর জন্য কর্তৃপক্ষ দায়ী থাকবে না।: [1024, 2045, 1508, 2057]
table-cell: 01: [60, 2008, 101, 2141]
column-divider: [984, 667, 986, 2332]
dairy-line3: দুগ্ধ ও গবাদি পশু উন্নয়ন খামার: [1205, 1624, 1365, 1640]
download-text: To download Admit Card, Visit the website emir.iitju.edu.bd again.: [1032, 1143, 1309, 1155]
keep-text: Keep your Admit Card safely and bring it on the day of admission test.: [1000, 1205, 1292, 1218]
ju-signature: [1314, 1514, 1510, 1546]
eed-signature: [238, 2294, 492, 2327]
eed-date-closing: Last Date & Time of Tender Closing : 07 February 2019, at 13.00 PM.: [60, 2234, 418, 2248]
list-item: 8. নিলাম কার্যক্রমের আবর্তনে অনুমোদিত ক্রেতাকে সময়মত ক্রয়কৃত পশু গ্রহণ করতে হবে।: [1024, 1973, 1508, 1985]
table-cell: 1 February 2019; Friday: [1162, 1290, 1508, 1306]
dairy-intro: দুগ্ধ ও গবাদিপশু উন্নয়ন খামার, হাটহাজারী, চট্টগ্রাম-এর বাছুরসহ গাভী ১৫ সেট, বাছুর ছাড়া গাভী ২৪টি, প্রজননক্ষম গাভী ১৮টি, বাছুর ১১টি, বকনা ০৩টি মোট ১৯৯টি গবাদিপশু প্রকাশ্য নিলাম বিক্রয়ের নিমিত্তে খামারে সরকারি বিধি মোতাবেক প্রকাশ্য নিলাম ডাক অনুষ্ঠিত হবে। আগামী ৩০/০১/২০১৯ তারিখ থেকে বিক্রয় কার্যক্রম চলবে এবং প্রতিদিন সকাল ১০:০০ টা থেকে বিকেল ০৪:০০ টা পর্যন্ত এ প্রকাশ্য নিলাম ডাকে আগ্রহী ক্রেতাগণকে অংশগ্রহণ করার জন্য অনুরোধ করা যাচ্ছে।: [1000, 1743, 1508, 1795]
ju-phone: Phone: 01711186057, 01710771770 (from 8:30 am to 04:00 pm): [1005, 1518, 1262, 1530]
list-item: 3. লটের সিরিয়াল অনুযায়ী গবাদিপশু বিক্রয় করা হবে। কোন ক্রমেই লটের সিরিয়াল ভঙ্গ করা হবে না।: [1024, 1900, 1508, 1912]
taat-signer-phone: ফোনঃ ৯১৩৫৫৩৮: [359, 1537, 428, 1549]
dairy-ref: স্মারক নং- ৩৩.০১.০০০০.৩৪০.৪৫.০৩৮.১৮-৩৩: [1000, 1683, 1183, 1694]
dairy-terms: [1000, 1864, 1508, 2224]
list-item: 15. নিলাম ডাকে অংশগ্রহণকারীগণকে জাতীয় পরিচয়পত্রের ফটোকপি জমা দিতে হবে।: [1024, 2057, 1508, 2069]
ju-more: For more information:: [1005, 1505, 1092, 1516]
list-item: • Highly qualified faculty members and convenient class schedule.: [1021, 841, 1508, 854]
list-item: 5. যে কেউ যে কোন লটে অংশগ্রহণ করতে পারবেন তবে প্রত্যেক লটের জামানতের টাকা প্রদান করতে হবে।: [1024, 1924, 1508, 1937]
answer-key: উত্তরমালা : ১. ঘ ২. গ ৩. ক ৪. ঘ ৫. গ ৬. ক ৭. ঘ ৮. গ ৯. ক ১০. ক ১১. ক: [708, 1767, 957, 1794]
table-cell: 19 January 2019; Saturday; 10:30 am to 12:30 pm.: [1162, 1247, 1508, 1263]
lesson-column-2: খেজুরিয়ারের ভয় উপেক্ষা করে নির্দিষ্ট ফুলবাগিচার কাছে গিয়ে পৌঁছে। তারপর কাঠিবুড়িকি বাচ্চার মতো চড়ুইকে করে গাছে উঠে গোল চাল থেকে এক গোছা টকটুকে লাল রঙের ফুল ছেঁড়ে নিয়ে যখন মাটিতে নেমে এলো, তখন বেদখতে পেল তার সারা শরীর ফুলে যাচ্ছে। বাড়তি বুকে চেচিয়ে ওঠা সে। কিন্তু তাতে কী? সে ডালপালার কাঁটার আঁচড়ে তার গা-হাত-পা ছিঁড়ে গেছে। কিন্তু তার পরও সে ফুল সংগ্রহ সক্ষম হয়েছে। তাই ইতিহাসের আনন্দ লখা উৎফুল্ল মস্তকটি করে।: [307, 524, 492, 679]
deadlines-title: Important Deadlines:: [1000, 1218, 1095, 1230]
page-label: পৃষ্ঠা: [212, 40, 244, 63]
table-header: Package Description: [174, 1990, 420, 2009]
lesson-column-3: গ. ‘লখা ও ইশতিয়াক দুজনের কাছে শহীদ দিবস ভিন্ন আঙ্গিকে একক।’ ব্যাখ্যা কর। উত্তর : লখা প্রভাত ও ইশতিয়াক পরাক্রমের মধ্যে শহীদদের প্রতি তাদের শ্রদ্ধা নিবেদন করে যে শহীদ দিবস পালনের আকাঙ্ক্ষা বলে ‘ভিন্ন আঙ্গিক’ শব্দটি ব্যবহার করা হয়েছে। ‘লখার একুশে’ গল্পের লখা বাস্তবজীবনেই এক পথের কিশোর। পিতৃহীন লখা রাতে ফুটপাতে কঠিন শানে ঘুমায়। তার ছিন্নাঁর মা দিনভর ভিক্ষা করে, তার তার দিন কাটে মাকে সঙ্গে সারাক্ষণ মায়ের রাতে।: [500, 524, 701, 664]
taat-ref: ২৪.০৩.০০০০.৩১১.১১.০০১.১৪-১৮: [61, 800, 190, 810]
payment-text: Now make a payment of Tk. 1000/- as application fee from your/agent's Dutch Bangla Mobile Banking account to EMIR-JU biller ID 2452. The process is as follows:: [1000, 1017, 1508, 1041]
table-cell: স্বীকৃত কোন সরকারী/আধা-সরকারী/ কর্পোরেশন/ স্বায়ত্তশাসিত সংস্থা/ টেক্সটাইল মিলে (বিশেষ করে ওয়েট প্রসেসিং মিলে) কমপক্ষে ৭ (সাত) বৎসরের অভিজ্ঞতাসহ টেক্সটাইল টেকনোলজিতে ডিগ্রী অথবা ১০ (দশ) বৎসরের অভিজ্ঞতাসহ টেক্সটাইল টেকনোলজিতে ডিপ্লোমাধারী। টেক্সটাইল ওয়েট প্রসেসিং মিলে সংশ্লিষ্ট ক্ষেত্রে অভিজ্ঞ প্রার্থী অগ্রাধিকার পাবেন।: [244, 929, 492, 1004]
susashon-body: (শেষের পৃষ্ঠার পর) নিশ্চিতে তাদের প্রতিজ্ঞাবদ্ধ হতে হবে। পদ্মাসেতু এ সরকারের আমলেই শেষ হবে। দুর্নীতির বিরুদ্ধে জিরো টলারেন্স নীতি বহাল থাকবে। নিয়ম-কানুন মেনে সব কাজ করতে হবে। জনগণের সেবক হিসেবে সবাইকে কাজ করতে হবে। মন্ত্রী হিসেবে যেন কেউ নিজেদের জনগণের চেয়ে ভিন্ন মনে না করেন।: [708, 2261, 978, 2327]
table-cell: After the written test on the same day (Please bring your original mark sheets & certificates): [1162, 1263, 1508, 1290]
taat-web: www.bhb.gov.bd: [214, 775, 300, 787]
table-cell: বাষ্প পরিচালিত বয়লার পরিচালনায় ৩ (তিন) বৎসরের বাস্তব অভিজ্ঞতাসহ বাংলাদেশ সরকারের প্রধান বয়লার পরিদর্শকের কার্যালয় থেকে সনদ প্রাপ্ত এবং এসএসসি পাশ হতে হবে। বয়স অনূর্ধ্ব ৩০ বছর হতে হবে।: [244, 1004, 492, 1056]
